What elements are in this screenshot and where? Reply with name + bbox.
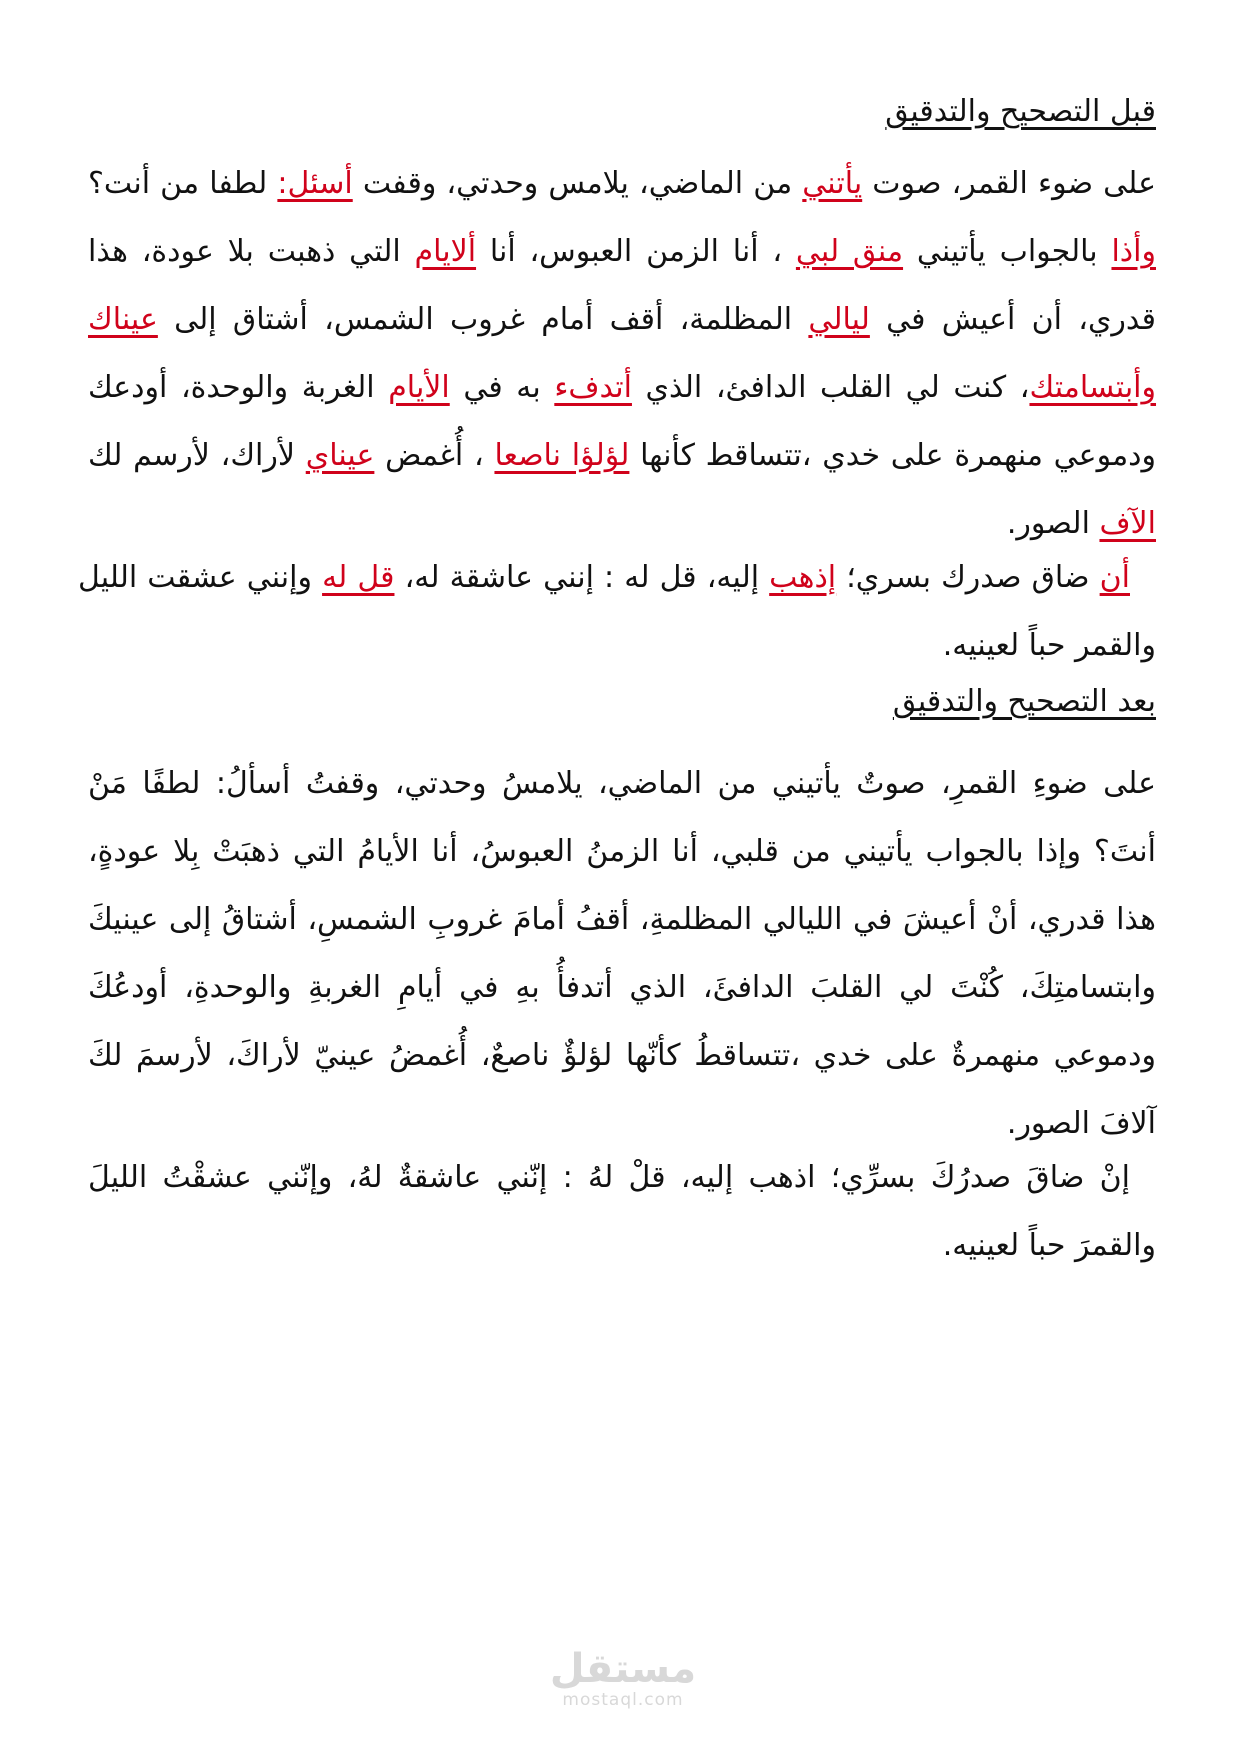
marked-error-word: لؤلؤا ناصعا — [494, 438, 630, 473]
before-heading: قبل التصحيح والتدقيق — [885, 94, 1156, 129]
text-run: من الماضي، يلامس وحدتي، وقفت — [352, 166, 803, 201]
text-run: ، أنا الزمن العبوس، أنا — [476, 234, 796, 269]
marked-error-word: وأبتسامتك — [1029, 370, 1157, 405]
marked-error-word: يأتني — [802, 166, 863, 201]
after-heading: بعد التصحيح والتدقيق — [892, 684, 1156, 719]
text-run: بالجواب يأتيني — [903, 234, 1112, 269]
text-run: الغربة والوحدة، أودعك ودموعي منهمرة على خدي ،تتساقط كأنها — [88, 370, 1156, 473]
text-run: الصور. — [1006, 506, 1100, 541]
text-run: به في — [449, 370, 555, 405]
marked-error-word: إذهب — [769, 560, 837, 595]
before-paragraph-2 — [78, 544, 1156, 680]
after-paragraph-1: على ضوءِ القمرِ، صوتٌ يأتيني من الماضي، يلامسُ وحدتي، وقفتُ أسألُ: لطفًا مَنْ أنتَ؟ وإذا بالجواب يأتيني من قلبي، أنا الزمنُ العبوسُ، أنا الأيامُ التي ذهبَتْ بِلا عودةٍ، هذا قدري، أنْ أعيشَ في الليالي المظلمةِ، أقفُ أمامَ غروبِ الشمسِ، أشتاقُ إلى عينيكَ وابتسامتِكَ، كُنْتَ لي القلبَ الدافئَ، الذي أتدفأُ بهِ في أيامِ الغربةِ والوحدةِ، أودعُكَ ودموعي منهمرةٌ على خدي ،تتساقطُ كأنّها لؤلؤٌ ناصعٌ، أُغمضُ عينيّ لأراكَ، لأرسمَ لكَ آلافَ الصور. — [88, 766, 1156, 1141]
text-run: ، أُغمض — [374, 438, 495, 473]
after-paragraph-2: إنْ ضاقَ صدرُكَ بسرِّي؛ اذهب إليه، قلْ لهُ : إنّني عاشقةٌ لهُ، وإنّني عشقْتُ الليلَ والقمرَ حباً لعينيه. — [88, 1160, 1156, 1263]
marked-error-word: الآف — [1099, 506, 1156, 541]
watermark-arabic: مستقل — [549, 1646, 697, 1692]
before-paragraph-1 — [88, 150, 1156, 558]
mostaql-watermark — [538, 1648, 708, 1718]
watermark-latin: mostaql.com — [562, 1690, 684, 1710]
marked-error-word: عيناي — [305, 438, 375, 473]
marked-error-word: عيناك — [88, 302, 158, 337]
marked-error-word: أسئل: — [277, 166, 353, 201]
text-run: المظلمة، أقف أمام غروب الشمس، أشتاق إلى — [157, 302, 809, 337]
text-run: على ضوء القمر، صوت — [862, 166, 1156, 201]
marked-error-word: أتدفء — [554, 370, 632, 405]
text-run: وإنني عشقت الليل والقمر حباً لعينيه. — [78, 560, 1156, 663]
text-run: التي ذهبت بلا عودة، هذا قدري، أن أعيش في — [88, 234, 1157, 337]
marked-error-word: أن — [1099, 560, 1130, 595]
text-run: لأراك، لأرسم لك — [88, 438, 306, 473]
marked-error-word: ألايام — [414, 234, 477, 269]
marked-error-word: منق لبي — [795, 234, 904, 269]
text-run: ضاق صدرك بسري؛ — [836, 560, 1100, 595]
marked-error-word: قل له — [322, 560, 395, 595]
text-run: إليه، قل له : إنني عاشقة له، — [394, 560, 770, 595]
text-run: ، كنت لي القلب الدافئ، الذي — [631, 370, 1030, 405]
text-run: لطفا من أنت؟ — [88, 166, 278, 201]
marked-error-word: ليالي — [808, 302, 870, 337]
marked-error-word: وأذا — [1111, 234, 1156, 269]
marked-error-word: الأيام — [388, 370, 450, 405]
